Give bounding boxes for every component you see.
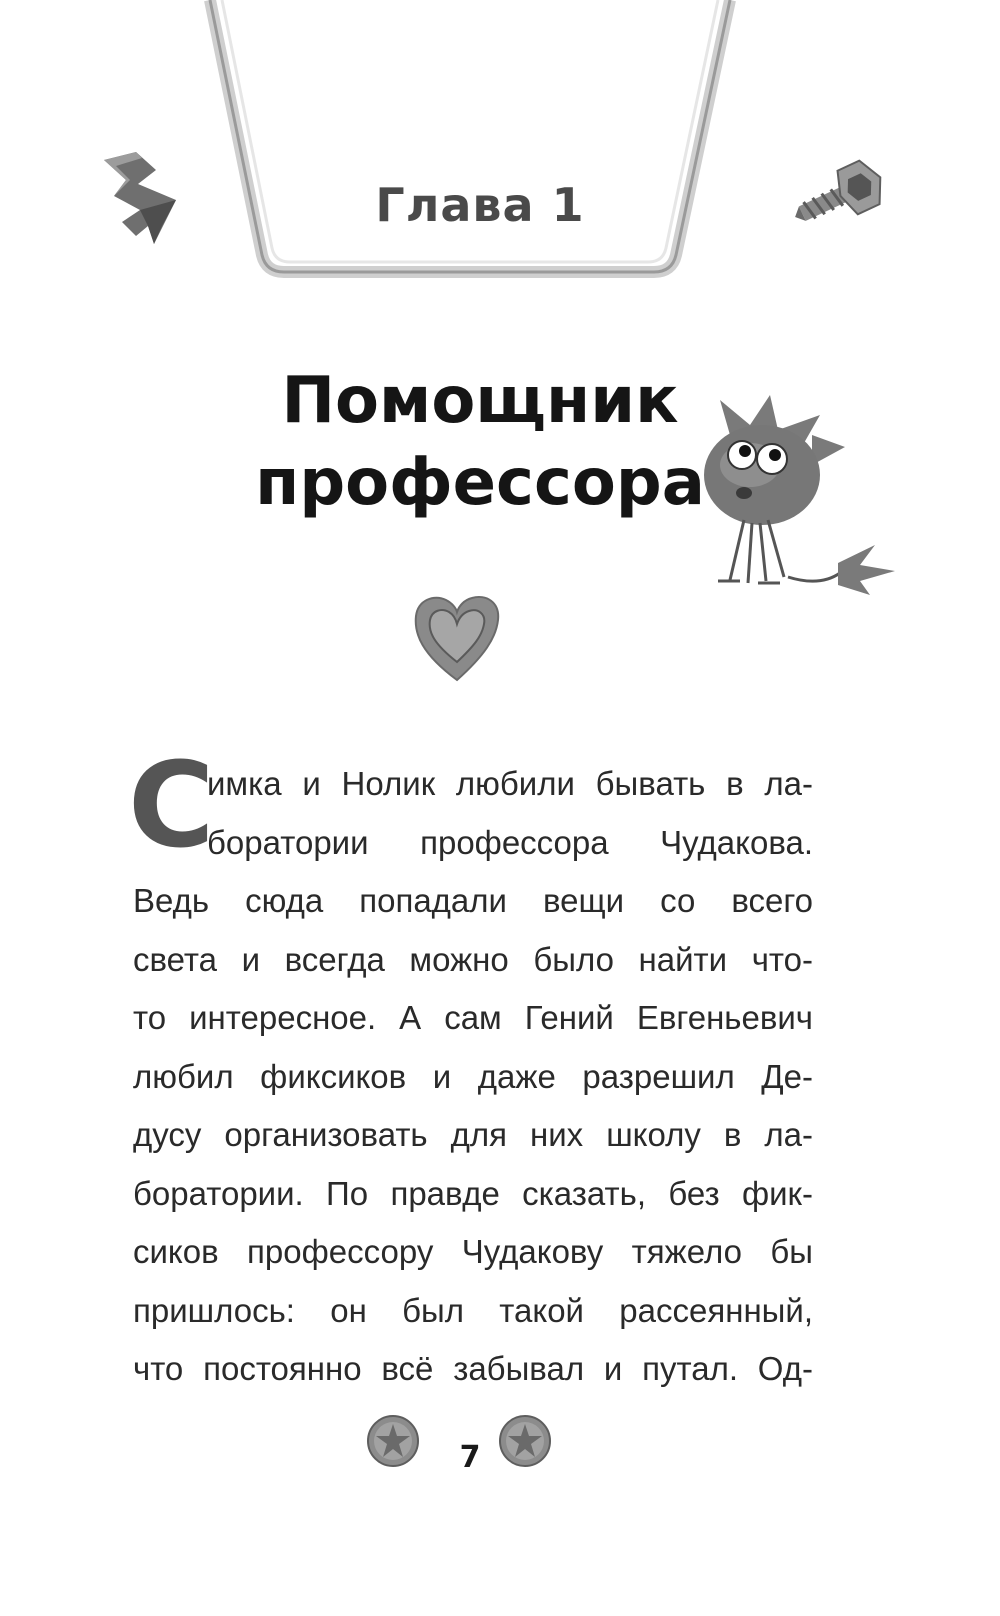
body-line: сиков профессору Чудакову тяжело бы: [133, 1233, 813, 1270]
chapter-label: Глава 1: [375, 178, 585, 232]
lightning-bolt-icon: [96, 148, 186, 248]
star-coin-icon: [498, 1414, 552, 1468]
body-line: света и всегда можно было найти что-: [133, 940, 813, 978]
page-number: 7: [459, 1440, 481, 1475]
star-coin-icon: [366, 1414, 420, 1468]
drop-cap: С: [128, 736, 215, 874]
title-line-2: профессора: [255, 446, 705, 520]
screw-icon: [790, 150, 890, 240]
body-line: боратории профессора Чудакова.: [207, 823, 813, 861]
body-line: пришлось: он был такой рассеянный,: [133, 1291, 813, 1329]
title-line-1: Помощник: [281, 364, 679, 438]
body-line: то интересное. А сам Гений Евгеньевич: [133, 999, 813, 1036]
chapter-frame: [200, 0, 760, 300]
body-line: Ведь сюда попадали вещи со всего: [133, 882, 813, 919]
body-text: [133, 755, 813, 1399]
fixik-character-icon: [700, 395, 900, 605]
chapter-title: [200, 360, 760, 524]
body-line: дусу организовать для них школу в ла-: [133, 1116, 813, 1153]
heart-icon: [412, 592, 502, 684]
body-line: имка и Нолик любили бывать в ла-: [207, 765, 813, 802]
body-line: что постоянно всё забывал и путал. Од-: [133, 1350, 813, 1387]
body-line: любил фиксиков и даже разрешил Де-: [133, 1057, 813, 1095]
body-line: боратории. По правде сказать, без фик-: [133, 1174, 813, 1212]
